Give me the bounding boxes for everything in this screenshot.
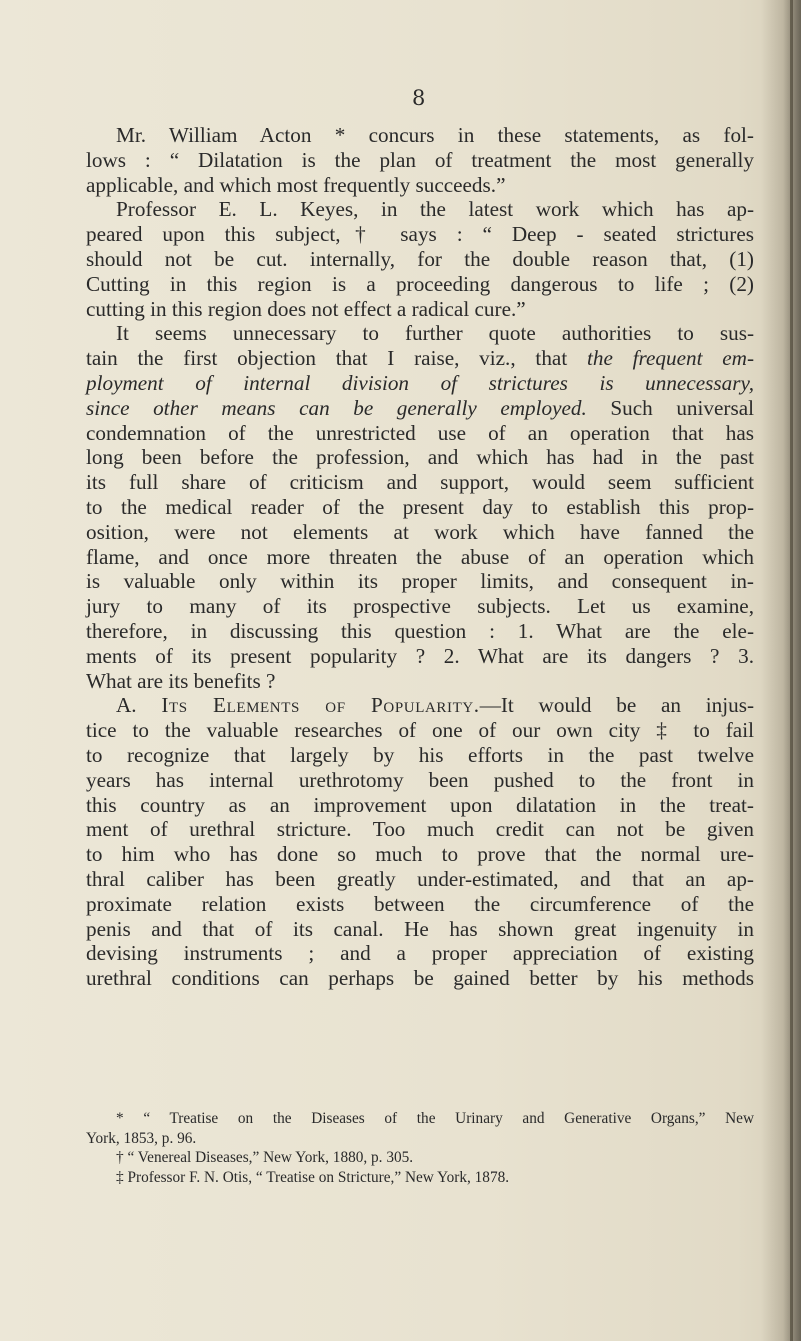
- text-line: therefore, in discussing this question : 1. What are the ele-: [86, 618, 754, 643]
- footnote-continuation: York, 1853, p. 96.: [86, 1129, 197, 1147]
- text-line: cutting in this region does not effect a radical cure.”: [86, 296, 526, 321]
- text-line: Mr. William Acton * concurs in these statements, as fol-: [116, 123, 754, 147]
- page-number: 8: [412, 86, 426, 110]
- page-edge-shadow: [761, 0, 801, 1341]
- text-line: flame, and once more threaten the abuse of an operation which: [86, 544, 754, 569]
- text-line: to recognize that largely by his efforts in the past twelve: [86, 742, 754, 767]
- footnote: * “ Treatise on the Diseases of the Urinary and Generative Organs,” New: [116, 1110, 754, 1127]
- text-line: tain the first objection that I raise, viz., that the frequent em-: [86, 346, 755, 371]
- text-line: lows : “ Dilatation is the plan of treatment the most generally: [86, 147, 754, 172]
- text-line: applicable, and which most frequently succeeds.”: [86, 172, 506, 197]
- text-line: devising instruments ; and a proper appreciation of existing: [86, 941, 754, 966]
- text-line: jury to many of its prospective subjects. Let us examine,: [86, 594, 754, 619]
- text-line: ments of its present popularity ? 2. What are its dangers ? 3.: [86, 643, 754, 668]
- text-line: tice to the valuable researches of one of our own city ‡ to fail: [86, 718, 754, 743]
- text-line: Professor E. L. Keyes, in the latest work which has ap-: [116, 197, 754, 222]
- text-line: ployment of internal division of strictures is unnecessary,: [86, 370, 754, 395]
- text-line: Cutting in this region is a proceeding dangerous to life ; (2): [86, 271, 754, 296]
- text-line: long been before the profession, and which has had in the past: [86, 445, 754, 470]
- footnote: † “ Venereal Diseases,” New York, 1880, p. 305.: [116, 1149, 414, 1167]
- binding-edge: [790, 0, 793, 1341]
- text-line: thral caliber has been greatly under-estimated, and that an ap-: [86, 866, 754, 891]
- text-line: ment of urethral stricture. Too much credit can not be given: [86, 817, 754, 842]
- text-line: What are its benefits ?: [86, 668, 276, 693]
- text-line: since other means can be generally employed. Such universal: [86, 395, 754, 420]
- text-line: peared upon this subject,† says : “ Deep - seated strictures: [86, 222, 754, 247]
- text-line: condemnation of the unrestricted use of an operation that has: [86, 420, 754, 445]
- text-line: is valuable only within its proper limits, and consequent in-: [86, 569, 754, 594]
- text-line: to him who has done so much to prove that the normal ure-: [86, 842, 754, 867]
- section-heading: Its Elements of Popularity.: [161, 693, 480, 718]
- text-line: years has internal urethrotomy been pushed to the front in: [86, 767, 754, 792]
- footnote: ‡ Professor F. N. Otis, “ Treatise on Stricture,” New York, 1878.: [116, 1168, 510, 1186]
- text-line: to the medical reader of the present day to establish this prop-: [86, 494, 754, 519]
- footnotes: [86, 1109, 754, 1187]
- text-line: urethral conditions can perhaps be gained better by his methods: [86, 966, 754, 991]
- text-line: It seems unnecessary to further quote authorities to sus-: [116, 321, 754, 346]
- text-line: its full share of criticism and support, would seem sufficient: [86, 470, 754, 495]
- text-line: this country as an improvement upon dilatation in the treat-: [86, 792, 754, 817]
- body-text: [86, 123, 754, 991]
- text-line: penis and that of its canal. He has shown great ingenuity in: [86, 916, 754, 941]
- text-line: osition, were not elements at work which have fanned the: [86, 519, 754, 544]
- section-heading-line: A. Its Elements of Popularity.—It would be an injus-: [116, 693, 754, 718]
- text-line: should not be cut. internally, for the double reason that, (1): [86, 246, 754, 271]
- text-line: proximate relation exists between the circumference of the: [86, 891, 754, 916]
